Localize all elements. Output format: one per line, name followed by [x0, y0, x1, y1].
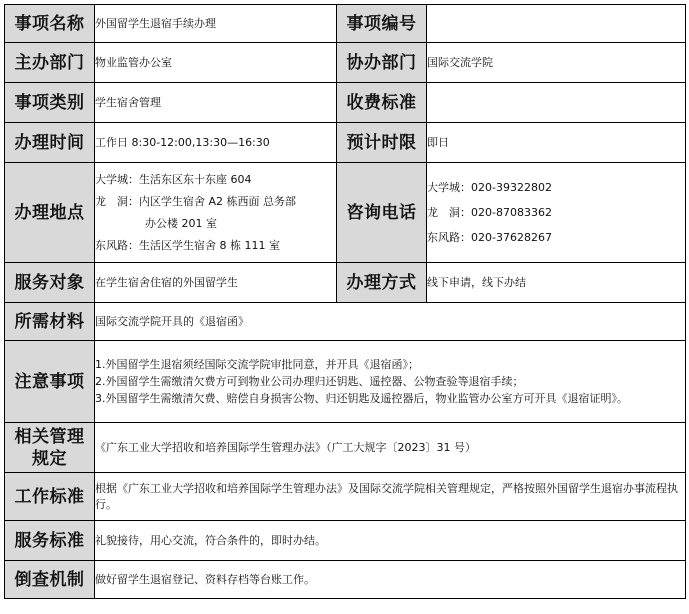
- value-regulations: 《广东工业大学招收和培养国际学生管理办法》（广工大规字〔2023〕31 号）: [95, 423, 686, 473]
- location-line: 东风路：生活区学生宿舍 8 栋 111 室: [95, 238, 280, 252]
- label-item-name: 事项名称: [5, 5, 95, 43]
- row-item-name: [5, 5, 686, 43]
- value-handling-method: 线下申请，线下办结: [427, 263, 686, 303]
- label-audit-mechanism: 倒查机制: [5, 561, 95, 599]
- note-line: 3.外国留学生需缴清欠费、赔偿自身损害公物、归还钥匙及遥控器后，物业监管办公室方可开具《退宿证明》。: [95, 392, 628, 405]
- label-regulations-line2: 规定: [32, 448, 67, 469]
- work-standard-text: 根据《广东工业大学招收和培养国际学生管理办法》及国际交流学院相关管理规定，严格按照外国留学生退宿办事流程执行。: [95, 481, 678, 511]
- value-office-hours: 工作日 8:30-12:00,13:30—16:30: [95, 123, 337, 163]
- phone-line: 龙 洞：020-87083362: [427, 206, 552, 219]
- label-host-department: 主办部门: [5, 43, 95, 83]
- value-host-department: 物业监管办公室: [95, 43, 337, 83]
- value-item-name: 外国留学生退宿手续办理: [95, 5, 337, 43]
- note-line: 2.外国留学生需缴清欠费方可到物业公司办理归还钥匙、遥控器、公物查验等退宿手续；: [95, 375, 524, 388]
- row-time: [5, 123, 686, 163]
- value-work-standard: [95, 473, 686, 521]
- label-time-limit: 预计时限: [337, 123, 427, 163]
- location-line: 办公楼 201 室: [145, 216, 217, 230]
- label-service-target: 服务对象: [5, 263, 95, 303]
- label-contact-phone: 咨询电话: [337, 163, 427, 263]
- service-item-table: [4, 4, 686, 599]
- value-required-materials: 国际交流学院开具的《退宿函》: [95, 303, 686, 341]
- row-audit-mechanism: [5, 561, 686, 599]
- row-service-standard: [5, 521, 686, 561]
- row-work-standard: [5, 473, 686, 521]
- label-item-number: 事项编号: [337, 5, 427, 43]
- value-contact-phone: [427, 163, 686, 263]
- phone-line: 大学城：020-39322802: [427, 181, 552, 194]
- value-time-limit: 即日: [427, 123, 686, 163]
- location-line: 大学城：生活东区东十东座 604: [95, 172, 252, 186]
- label-required-materials: 所需材料: [5, 303, 95, 341]
- label-handling-method: 办理方式: [337, 263, 427, 303]
- label-work-standard: 工作标准: [5, 473, 95, 521]
- value-fee-standard: [427, 83, 686, 123]
- label-location: 办理地点: [5, 163, 95, 263]
- location-line: 龙 洞：内区学生宿舍 A2 栋西面 总务部: [95, 194, 297, 208]
- value-audit-mechanism: 做好留学生退宿登记、资料存档等台账工作。: [95, 561, 686, 599]
- value-service-target: 在学生宿舍住宿的外国留学生: [95, 263, 337, 303]
- row-category: [5, 83, 686, 123]
- row-notes: [5, 341, 686, 423]
- label-regulations-line1: 相关管理: [14, 426, 85, 447]
- label-assist-department: 协办部门: [337, 43, 427, 83]
- row-materials: [5, 303, 686, 341]
- label-regulations: [5, 423, 95, 473]
- row-regulations: [5, 423, 686, 473]
- value-location: [95, 163, 337, 263]
- value-notes: [95, 341, 686, 423]
- row-service-target: [5, 263, 686, 303]
- note-line: 1.外国留学生退宿须经国际交流学院审批同意，并开具《退宿函》；: [95, 358, 419, 371]
- row-department: [5, 43, 686, 83]
- label-item-category: 事项类别: [5, 83, 95, 123]
- label-service-standard: 服务标准: [5, 521, 95, 561]
- value-item-number: [427, 5, 686, 43]
- label-office-hours: 办理时间: [5, 123, 95, 163]
- phone-line: 东风路：020-37628267: [427, 231, 552, 244]
- label-fee-standard: 收费标准: [337, 83, 427, 123]
- row-location-contact: [5, 163, 686, 263]
- value-assist-department: 国际交流学院: [427, 43, 686, 83]
- value-service-standard: 礼貌接待，用心交流，符合条件的，即时办结。: [95, 521, 686, 561]
- label-notes: 注意事项: [5, 341, 95, 423]
- value-item-category: 学生宿舍管理: [95, 83, 337, 123]
